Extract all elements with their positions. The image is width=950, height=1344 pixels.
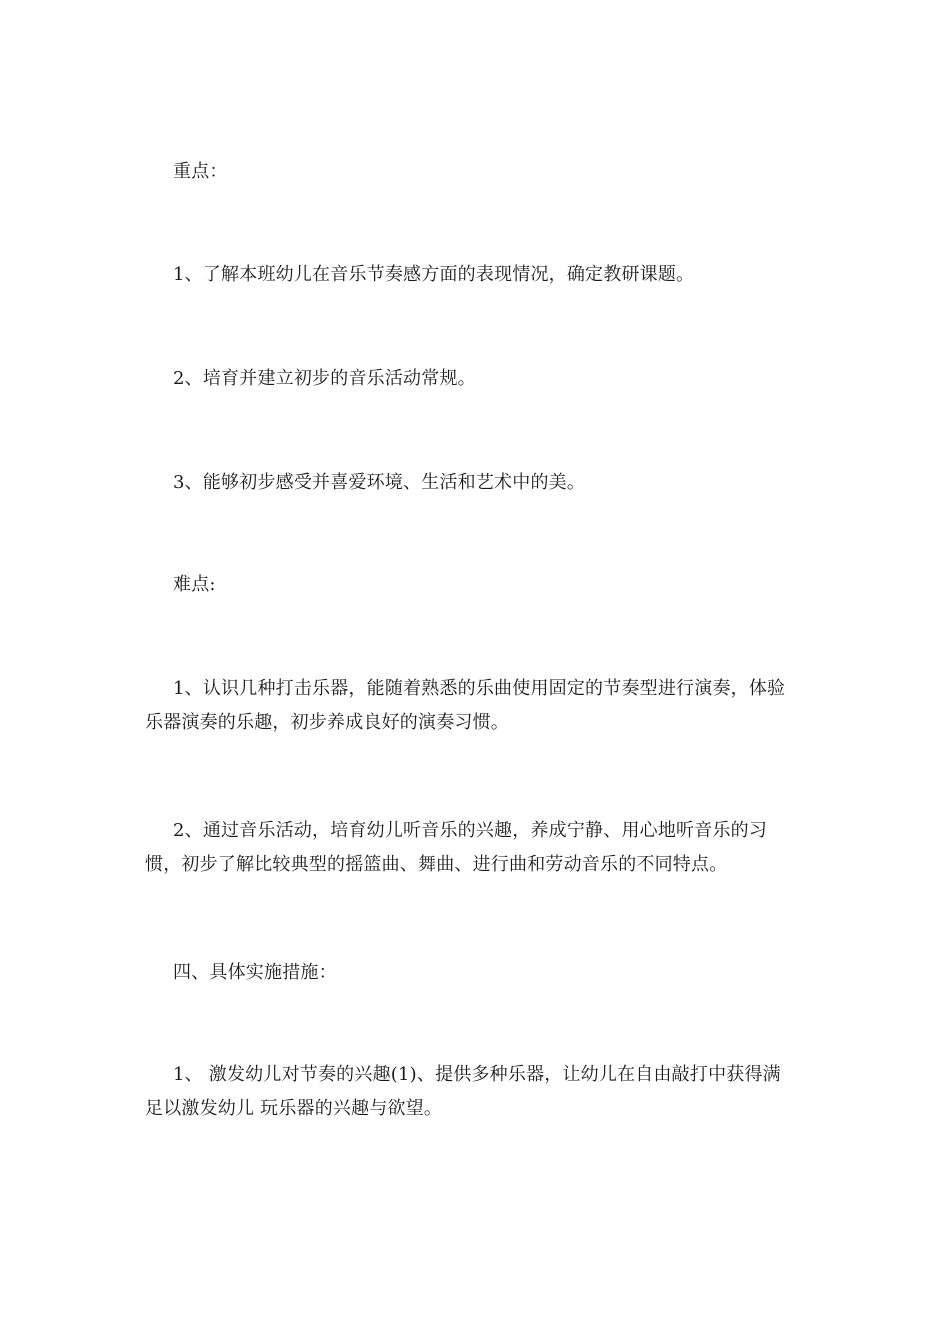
heading-implementation-measures: 四、具体实施措施： [173, 962, 337, 983]
heading-key-points: 重点： [173, 161, 228, 182]
key-point-item: 1、了解本班幼儿在音乐节奏感方面的表现情况，确定教研课题。 [173, 264, 695, 285]
heading-difficulties: 难点: [173, 574, 216, 595]
key-point-item: 2、培育并建立初步的音乐活动常规。 [173, 368, 476, 389]
difficulty-item: 2、通过音乐活动，培育幼儿听音乐的兴趣，养成宁静、用心地听音乐的习惯，初步了解比较典型的摇篮曲、舞曲、进行曲和劳动音乐的不同特点。 [145, 820, 768, 875]
key-point-item: 3、能够初步感受并喜爱环境、生活和艺术中的美。 [173, 472, 586, 493]
difficulty-item: 1、认识几种打击乐器，能随着熟悉的乐曲使用固定的节奏型进行演奏，体验乐器演奏的乐趣，初步养成良好的演奏习惯。 [145, 678, 786, 733]
measure-item: 1、 激发幼儿对节奏的兴趣(1)、提供多种乐器，让幼儿在自由敲打中获得满足以激发幼儿 玩乐器的兴趣与欲望。 [145, 1064, 781, 1119]
